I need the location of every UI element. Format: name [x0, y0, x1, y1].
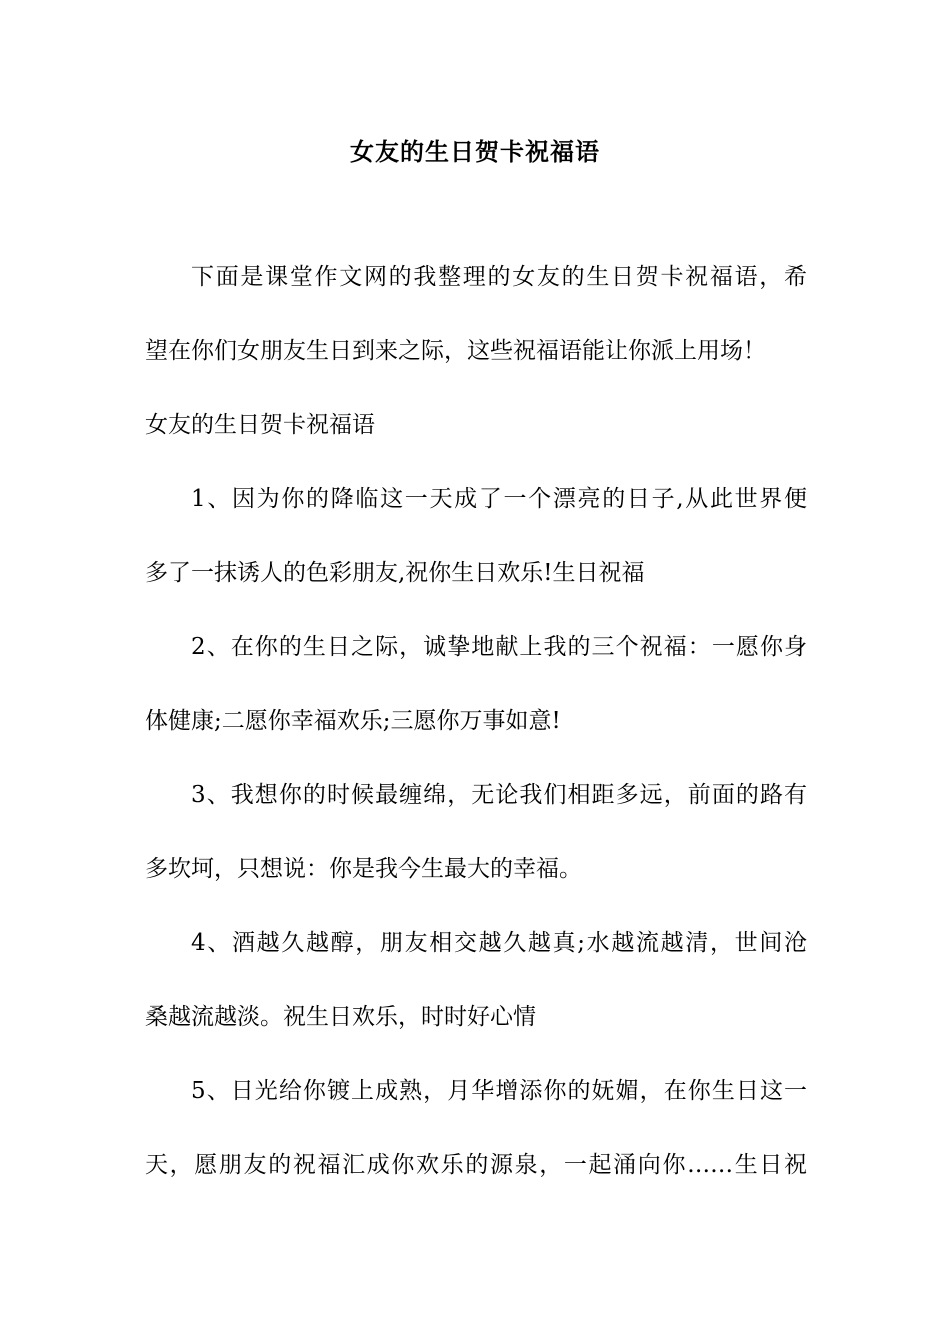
text-line: 望在你们女朋友生日到来之际，这些祝福语能让你派上用场！: [145, 338, 766, 364]
text-line: 1、因为你的降临这一天成了一个漂亮的日子,从此世界便: [191, 486, 807, 512]
text-line: 体健康;二愿你幸福欢乐;三愿你万事如意!: [145, 708, 561, 734]
text-line: 3、我想你的时候最缠绵，无论我们相距多远，前面的路有: [191, 782, 807, 808]
text-line: 2、在你的生日之际，诚挚地献上我的三个祝福：一愿你身: [191, 634, 807, 660]
text-line: 5、日光给你镀上成熟，月华增添你的妩媚，在你生日这一: [191, 1078, 807, 1104]
text-line: 多坎坷，只想说：你是我今生最大的幸福。: [145, 856, 582, 882]
document-title: 女友的生日贺卡祝福语: [350, 137, 600, 166]
text-line: 桑越流越淡。祝生日欢乐，时时好心情: [145, 1004, 536, 1030]
text-line: 女友的生日贺卡祝福语: [145, 412, 375, 438]
text-line: 天，愿朋友的祝福汇成你欢乐的源泉，一起涌向你……生日祝: [145, 1152, 807, 1178]
text-line: 多了一抹诱人的色彩朋友,祝你生日欢乐!生日祝福: [145, 560, 645, 586]
text-line: 下面是课堂作文网的我整理的女友的生日贺卡祝福语，希: [191, 264, 807, 290]
text-line: 4、酒越久越醇，朋友相交越久越真;水越流越清，世间沧: [191, 930, 807, 956]
document-body: [145, 252, 807, 1214]
